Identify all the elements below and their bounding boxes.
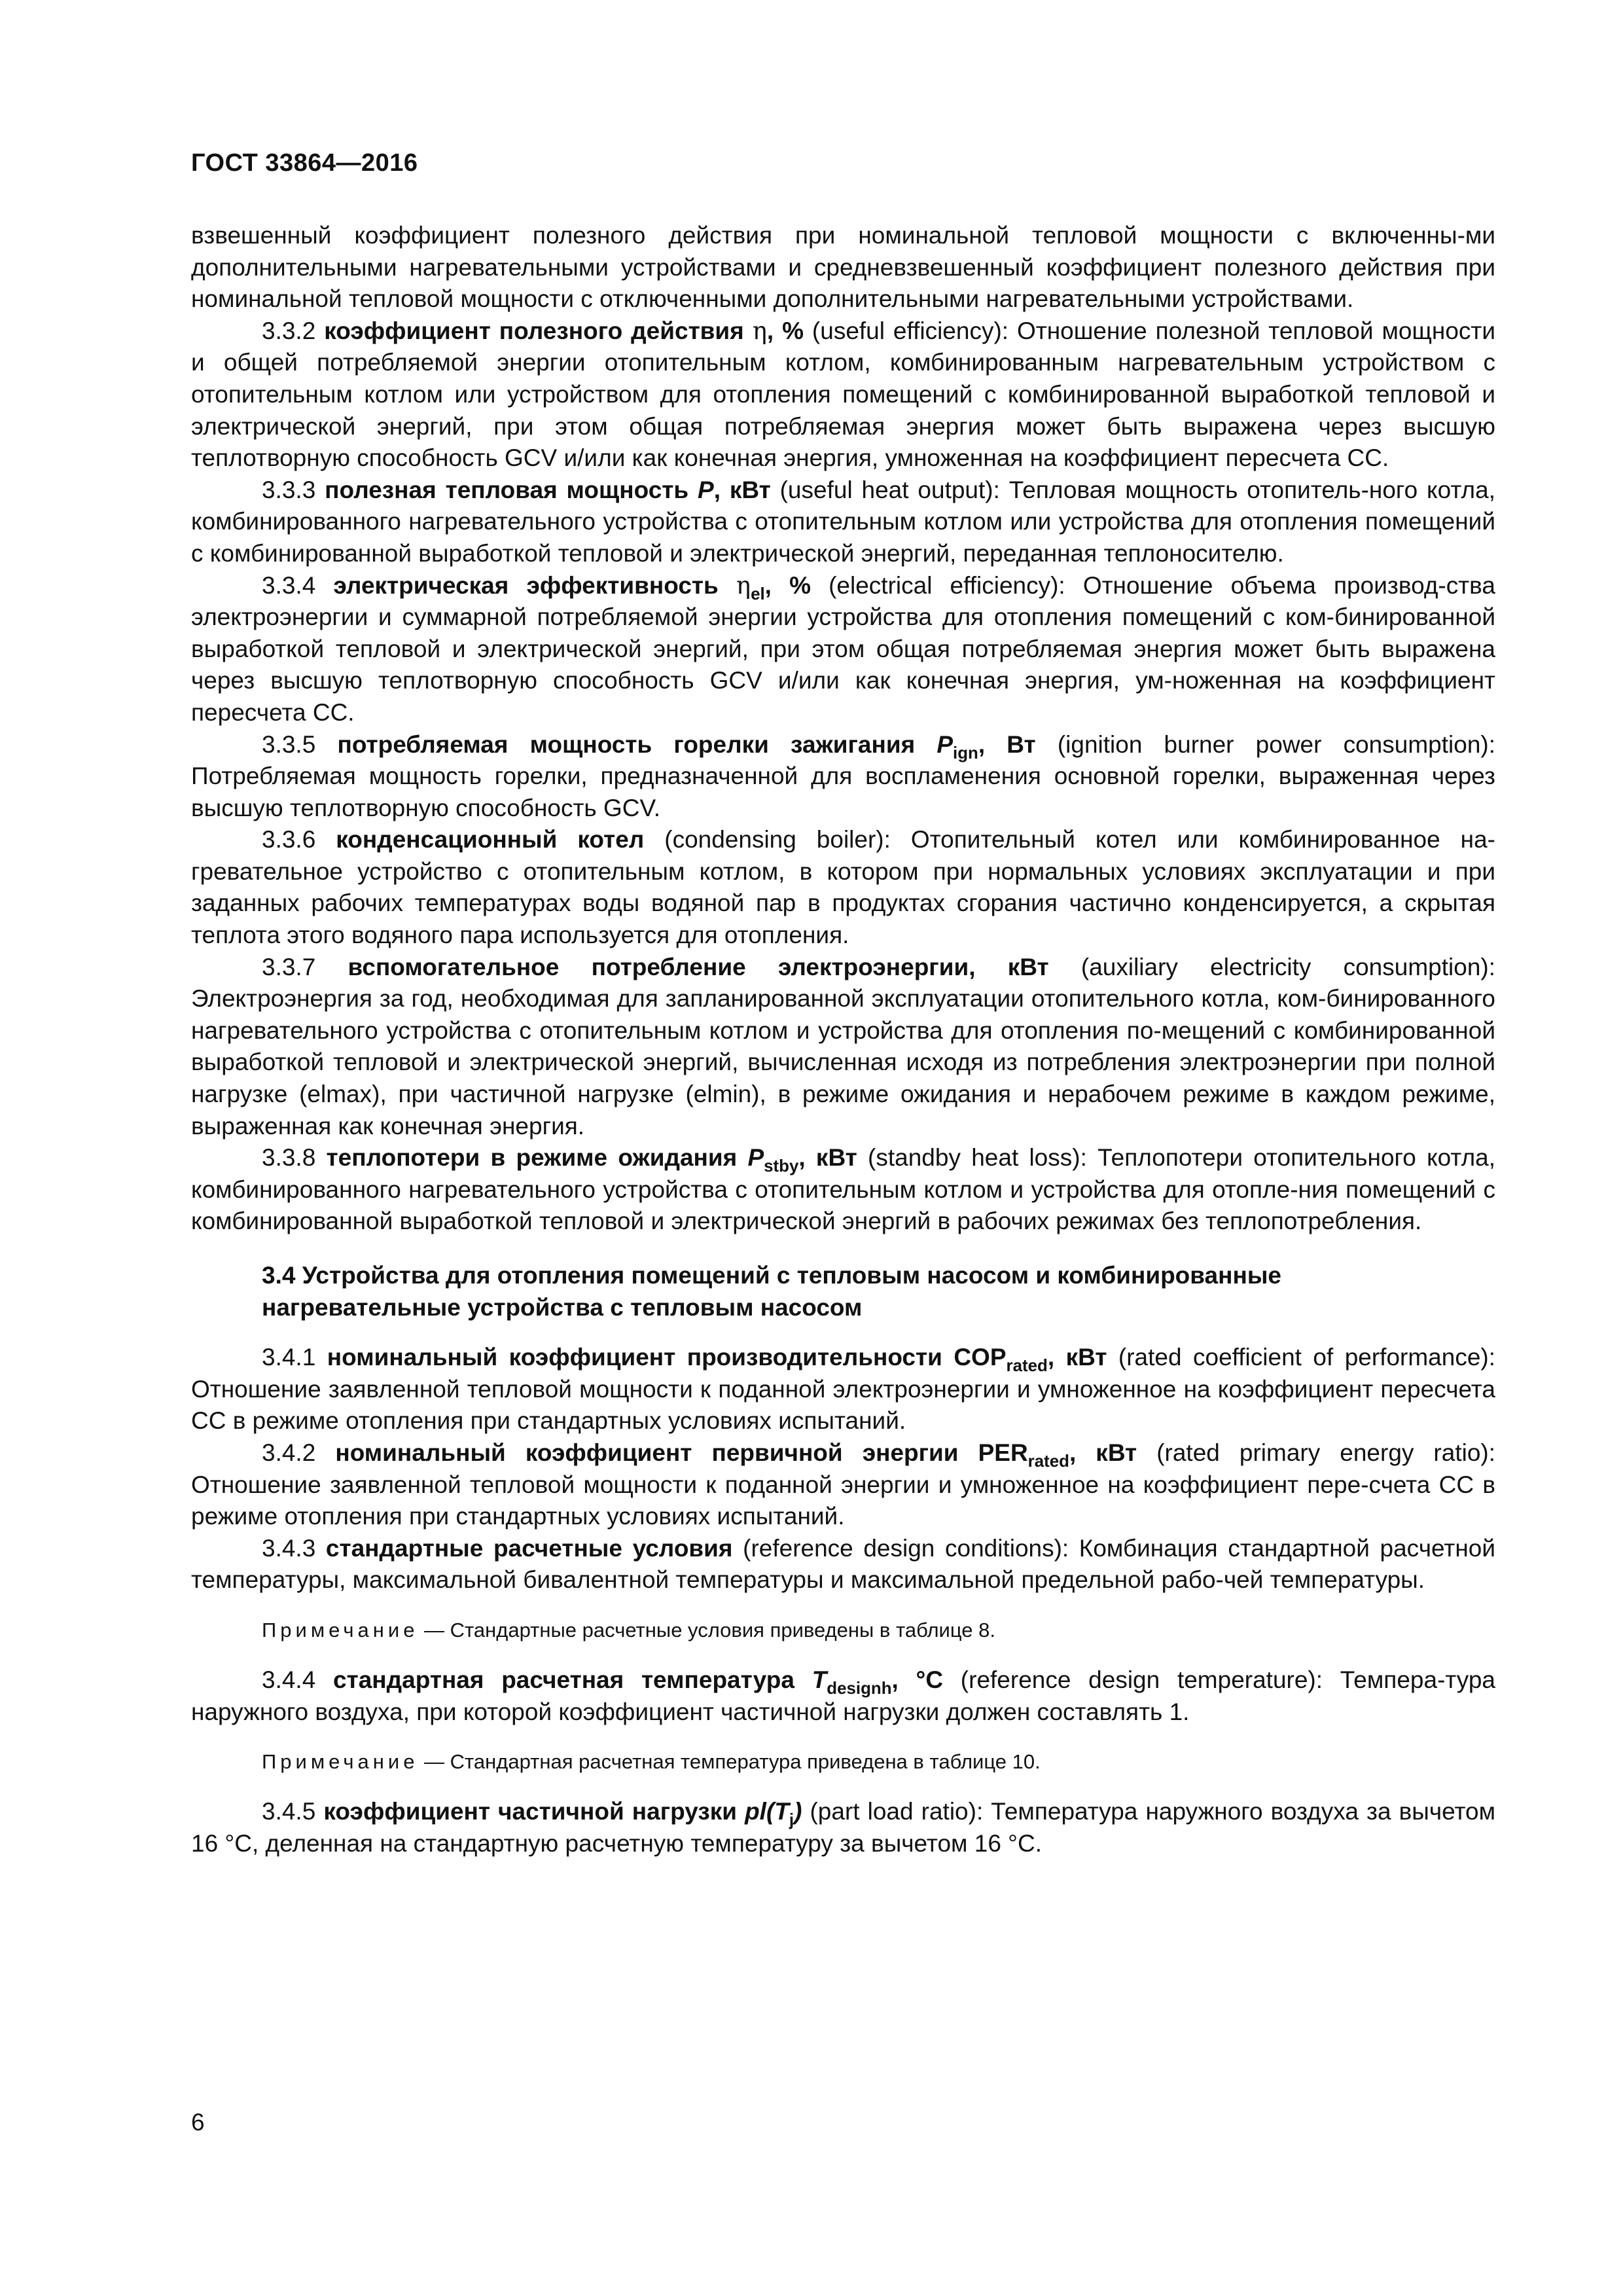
definition-3-3-4 bbox=[191, 570, 1495, 729]
term: полезная тепловая мощность P, кВт bbox=[325, 476, 771, 503]
definition-text: (rated primary energy ratio): Отношение заявленной тепловой мощности к поданной энергии и умноженное на коэффициент пере-счета CC в режиме отопления при стандартных условиях испытаний. bbox=[191, 1439, 1496, 1530]
term-subscript: ign bbox=[953, 744, 978, 762]
clause-number: 3.4.2 bbox=[262, 1439, 316, 1466]
term-symbol: P bbox=[936, 730, 954, 758]
document-body bbox=[191, 220, 1495, 1859]
section-heading-3-4: 3.4 Устройства для отопления помещений с тепловым насосом и комбинированные нагревательные устройства с тепловым насосом bbox=[262, 1262, 1281, 1321]
document-code-header: ГОСТ 33864—2016 bbox=[191, 149, 418, 177]
definition-text: (electrical efficiency): Отношение объема производ-ства электроэнергии и суммарной потребляемой энергии устройства для отопления помещений с ком-бинированной выработкой тепловой и электрической энергий, при этом общая потребляемая энергия может быть выражена через высшую теплотворную способность GCV и/или как конечная энергия, ум-ноженная на коэффициент пересчета CC. bbox=[191, 571, 1496, 726]
definition-3-3-5 bbox=[191, 729, 1495, 825]
term: теплопотери в режиме ожидания $P_{stby}$, кВт bbox=[326, 1144, 857, 1176]
definition-text: (condensing boiler): Отопительный котел или комбинированное на-гревательное устройство с отопительным котлом, в котором при нормальных условиях эксплуатации и при заданных рабочих температурах воды водяной пар в продуктах сгорания частично конденсируется, а скрытая теплота этого водяного пара используется для отопления. bbox=[191, 826, 1495, 949]
definition-3-3-3 bbox=[191, 475, 1495, 570]
page-number: 6 bbox=[191, 2109, 205, 2136]
term-symbol: T bbox=[812, 1666, 827, 1693]
definition-text: (standby heat loss): Теплопотери отопительного котла, комбинированного нагревательного устройства с отопительным котлом и устройства для отопле-ния помещений с комбинированной выработкой тепловой и электрической энергий в рабочих режимах без теплопотребления. bbox=[191, 1144, 1496, 1235]
note-label: Примечание bbox=[262, 1750, 419, 1774]
definition-text: (rated coefficient of performance): Отношение заявленной тепловой мощности к поданной электроэнергии и умноженное на коэффициент пересчета CC в режиме отопления при стандартных условиях испытаний. bbox=[191, 1344, 1496, 1435]
clause-number: 3.4.1 bbox=[262, 1344, 316, 1371]
term: потребляемая мощность горелки зажигания $P_{ign}$, Вт bbox=[337, 730, 1036, 762]
note-label: Примечание bbox=[262, 1618, 419, 1641]
term-symbol: P bbox=[698, 476, 714, 503]
clause-number: 3.3.8 bbox=[262, 1144, 316, 1172]
clause-number: 3.3.4 bbox=[262, 571, 316, 599]
term-subscript: rated bbox=[1027, 1452, 1069, 1471]
term: номинальный коэффициент первичной энергии $PER_{rated}$, кВт bbox=[335, 1439, 1137, 1471]
definition-text: (ignition burner power consumption): Потребляемая мощность горелки, предназначенной для воспламенения основной горелки, выраженная через высшую теплотворную способность GCV. bbox=[191, 730, 1495, 821]
term: электрическая эффективность $\eta_{el}$, % bbox=[333, 571, 811, 603]
term: номинальный коэффициент производительности $COP_{rated}$, кВт bbox=[327, 1344, 1107, 1376]
definition-text: (useful efficiency): Отношение полезной тепловой мощности и общей потребляемой энергии отопительным котлом, комбинированным нагревательным устройством с отопительным котлом или устройством для отопления помещений с комбинированной выработкой тепловой и электрической энергий, при этом общая потребляемая энергия может быть выражена через высшую теплотворную способность GCV и/или как конечная энергия, умноженная на коэффициент пересчета CC. bbox=[191, 317, 1496, 472]
term-symbol: η bbox=[752, 316, 767, 345]
term: стандартная расчетная температура $T_{designh}$, °C bbox=[333, 1666, 944, 1698]
term-subscript: el bbox=[751, 584, 765, 603]
term: коэффициент частичной нагрузки $pl(T_j)$ bbox=[323, 1798, 802, 1830]
term-subscript: stby bbox=[764, 1157, 799, 1176]
note-text: — Стандартная расчетная температура приведена в таблице 10. bbox=[418, 1750, 1041, 1774]
term-symbol: pl(T bbox=[745, 1798, 789, 1825]
definition-3-4-1 bbox=[191, 1342, 1495, 1437]
clause-number: 3.3.7 bbox=[262, 953, 316, 980]
definition-text: (reference design temperature): Темпера-тура наружного воздуха, при которой коэффициент частичной нагрузки должен составлять 1. bbox=[191, 1666, 1495, 1725]
term: вспомогательное потребление электроэнергии, кВт bbox=[348, 953, 1049, 980]
definition-3-4-5 bbox=[191, 1796, 1495, 1859]
term-subscript: j bbox=[789, 1811, 794, 1830]
definition-text: (useful heat output): Тепловая мощность отопитель-ного котла, комбинированного нагревательного устройства с отопительным котлом или устройства для отопления помещений с комбинированной выработкой тепловой и электрической энергий, переданная теплоносителю. bbox=[191, 476, 1495, 567]
clause-number: 3.4.5 bbox=[262, 1798, 316, 1825]
definition-3-3-8 bbox=[191, 1142, 1495, 1238]
term-symbol: P bbox=[747, 1144, 764, 1172]
term-symbol: η bbox=[736, 571, 751, 600]
definition-3-3-2 bbox=[191, 315, 1495, 475]
clause-number: 3.3.6 bbox=[262, 826, 316, 853]
definition-3-3-7 bbox=[191, 952, 1495, 1143]
clause-number: 3.4.3 bbox=[262, 1534, 316, 1562]
note-3-4-3 bbox=[191, 1616, 1495, 1645]
term: конденсационный котел bbox=[336, 826, 645, 853]
note-3-4-4 bbox=[191, 1748, 1495, 1776]
clause-number: 3.4.4 bbox=[262, 1666, 316, 1693]
term-subscript: rated bbox=[1006, 1357, 1048, 1376]
definition-3-4-2 bbox=[191, 1437, 1495, 1533]
clause-number: 3.3.5 bbox=[262, 730, 316, 758]
paragraph-continuation: взвешенный коэффициент полезного действия при номинальной тепловой мощности с включенны-ми дополнительными нагревательными устройствами и средневзвешенный коэффициент полезного действия при номинальной тепловой мощности с отключенными дополнительными нагревательными устройствами. bbox=[191, 222, 1495, 313]
definition-3-4-3 bbox=[191, 1533, 1495, 1596]
definition-text: (reference design conditions): Комбинация стандартной расчетной температуры, максимальной бивалентной температуры и максимальной предельной рабо-чей температуры. bbox=[191, 1534, 1496, 1594]
clause-number: 3.3.2 bbox=[262, 317, 316, 344]
note-text: — Стандартные расчетные условия приведены в таблице 8. bbox=[418, 1618, 995, 1641]
term: коэффициент полезного действия η, % bbox=[324, 316, 804, 345]
clause-number: 3.3.3 bbox=[262, 476, 316, 503]
term-subscript: designh bbox=[827, 1679, 892, 1698]
definition-3-4-4 bbox=[191, 1664, 1495, 1728]
definition-text: (part load ratio): Температура наружного воздуха за вычетом 16 °C, деленная на стандартную расчетную температуру за вычетом 16 °C. bbox=[191, 1798, 1496, 1857]
term: стандартные расчетные условия bbox=[325, 1534, 733, 1562]
definition-3-3-6 bbox=[191, 824, 1495, 951]
definition-text: (auxiliary electricity consumption): Электроэнергия за год, необходимая для запланированной эксплуатации отопительного котла, ком-бинированного нагревательного устройства с отопительным котлом и устройства для отопления по-мещений с комбинированной выработкой тепловой и электрической энергий, вычисленная исходя из потребления электроэнергии при полной нагрузке (elmax), при частичной нагрузке (elmin), в режиме ожидания и нерабочем режиме в каждом режиме, выраженная как конечная энергия. bbox=[191, 953, 1495, 1139]
